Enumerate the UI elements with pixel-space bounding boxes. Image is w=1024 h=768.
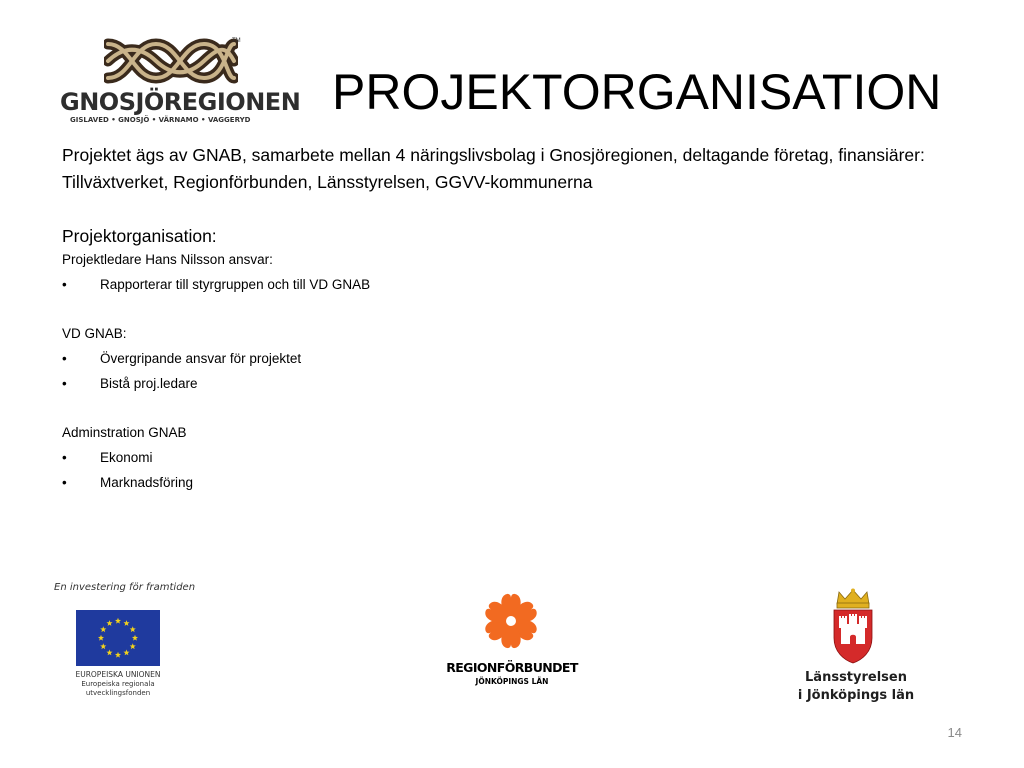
bullet-item <box>62 470 962 495</box>
bullet-list <box>62 272 962 297</box>
bullet-icon: • <box>62 475 67 490</box>
section-vd-gnab <box>62 321 962 396</box>
bullet-list <box>62 445 962 495</box>
lansstyrelsen-logo <box>796 588 916 712</box>
intro-paragraph: Projektet ägs av GNAB, samarbete mellan 4 näringslivsbolag i Gnosjöregionen, deltagande företag, finansiärer: Tillväxtverket, Regionförbunden, Länsstyrelsen, GGVV-kommunerna <box>62 145 925 192</box>
eu-flag-icon <box>76 610 160 666</box>
lansstyrelsen-name-line2: i Jönköpings län <box>797 688 915 703</box>
bullet-icon: • <box>62 277 67 292</box>
bullet-text: Rapporterar till styrgruppen och till VD GNAB <box>100 277 371 292</box>
organisation-heading: Projektorganisation: <box>62 226 217 246</box>
bullet-text: Bistå proj.ledare <box>100 376 198 391</box>
bullet-text: Ekonomi <box>100 450 153 465</box>
eu-tagline: En investering för framtiden <box>54 582 196 593</box>
eu-name: EUROPEISKA UNIONEN <box>75 670 161 679</box>
bullet-icon: • <box>62 450 67 465</box>
bullet-item <box>62 272 962 297</box>
section-project-leader <box>62 247 962 297</box>
bullet-item <box>62 445 962 470</box>
section-label: VD GNAB: <box>62 326 127 341</box>
regionforbundet-logo <box>440 586 584 696</box>
bullet-item <box>62 346 962 371</box>
coat-of-arms-icon <box>828 588 878 664</box>
page-number: 14 <box>947 725 962 740</box>
bullet-icon: • <box>62 376 67 391</box>
section-administration <box>62 420 962 495</box>
bullet-text: Marknadsföring <box>100 475 194 490</box>
lansstyrelsen-name-line1: Länsstyrelsen <box>805 670 907 685</box>
slide-title: PROJEKTORGANISATION <box>332 64 942 120</box>
braided-knot-icon <box>104 34 238 88</box>
gnosjoregionen-logo-name: GNOSJÖREGIONEN <box>60 88 301 116</box>
gnosjoregionen-logo <box>56 34 301 130</box>
trademark-label: TM <box>232 38 241 44</box>
gnosjoregionen-logo-towns: GISLAVED • GNOSJÖ • VÄRNAMO • VAGGERYD <box>70 116 251 124</box>
regionforbundet-name: REGIONFÖRBUNDET <box>446 660 578 675</box>
eu-fund-line1: Europeiska regionala <box>81 680 155 688</box>
section-label: Projektledare Hans Nilsson ansvar: <box>62 252 273 267</box>
bullet-text: Övergripande ansvar för projektet <box>100 351 302 366</box>
eu-logo <box>54 582 204 702</box>
regionforbundet-county: JÖNKÖPINGS LÄN <box>475 677 549 686</box>
bullet-item <box>62 371 962 396</box>
bullet-list <box>62 346 962 396</box>
eu-fund-line2: utvecklingsfonden <box>85 689 151 697</box>
flower-icon <box>476 586 546 658</box>
bullet-icon: • <box>62 351 67 366</box>
section-label: Adminstration GNAB <box>62 425 187 440</box>
slide-content <box>62 142 962 495</box>
